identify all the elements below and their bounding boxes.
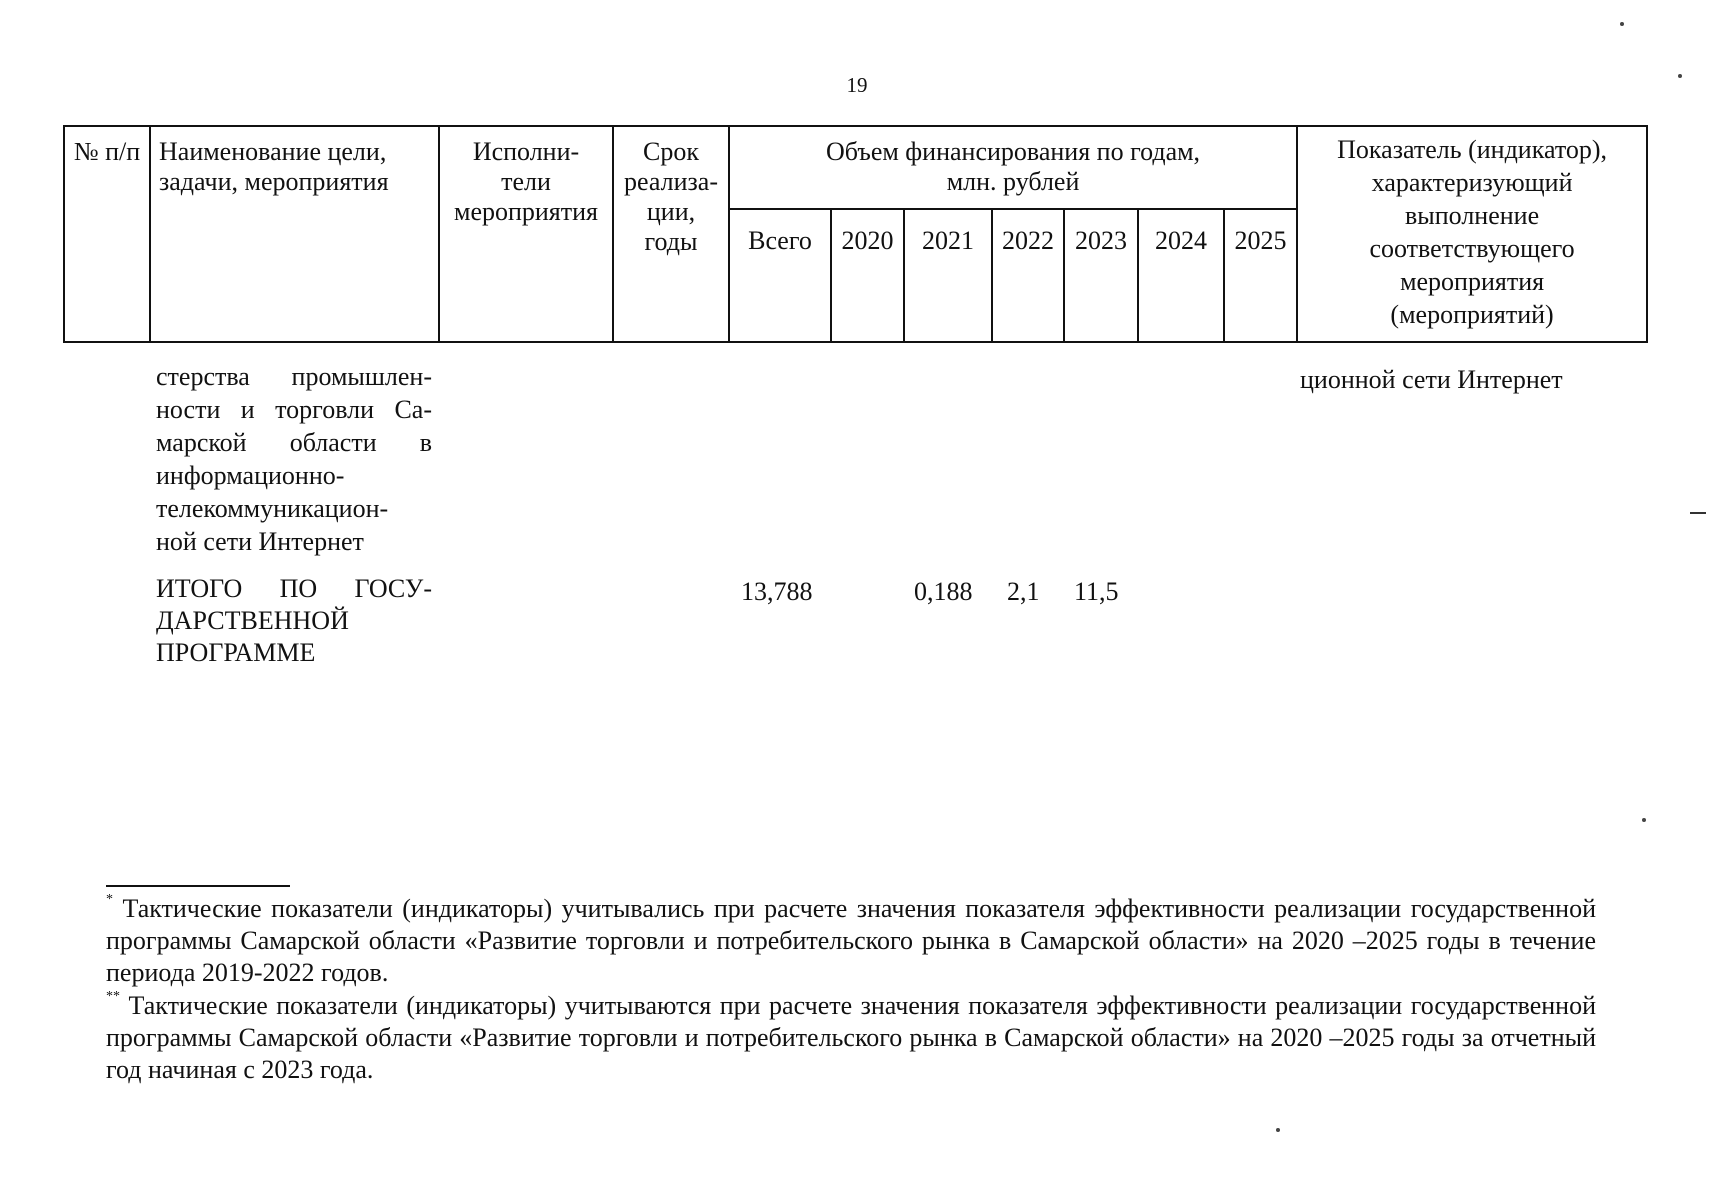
header-name: Наименование цели, задачи, мероприятия xyxy=(150,126,439,342)
header-year-2023: 2023 xyxy=(1064,209,1138,342)
header-year-2025: 2025 xyxy=(1224,209,1297,342)
total-2021: 0,188 xyxy=(914,577,973,606)
total-line: ДАРСТВЕННОЙ xyxy=(156,606,349,635)
page-number: 19 xyxy=(846,73,868,97)
continuation-name xyxy=(156,360,432,558)
footnote-separator xyxy=(106,885,290,887)
header-year-2020: 2020 xyxy=(831,209,904,342)
table-header xyxy=(63,125,1648,343)
scan-speck xyxy=(1642,818,1646,822)
scan-speck xyxy=(1678,74,1682,78)
continuation-line: информационно- xyxy=(156,461,345,490)
footnote-2 xyxy=(106,990,1596,1086)
footnote-text: Тактические показатели (индикаторы) учитываются при расчете значения показателя эффективности реализации государственной программы Самарской области «Развитие торговли и потребительского рынка в Самарской области» на 2020 –2025 годы за отчетный год начиная с 2023 года. xyxy=(106,991,1597,1084)
total-2022: 2,1 xyxy=(1007,577,1040,606)
footnote-text: Тактические показатели (индикаторы) учитывались при расчете значения показателя эффективности реализации государственной программы Самарской области «Развитие торговли и потребительского рынка в Самарской области» на 2020 –2025 годы в течение периода 2019-2022 годов. xyxy=(106,894,1596,987)
total-name xyxy=(156,573,432,669)
header-year-2022: 2022 xyxy=(992,209,1064,342)
continuation-line: стерства промышлен- xyxy=(156,362,432,391)
header-indicator: Показатель (индикатор), характеризующий выполнение соответствующего мероприятия (мероприятий) xyxy=(1297,126,1647,342)
continuation-line: ности и торговли Са- xyxy=(156,395,432,424)
header-funding: Объем финансирования по годам, млн. рублей xyxy=(729,126,1297,209)
footnote-1 xyxy=(106,893,1596,989)
footnote-mark: ** xyxy=(106,989,120,1004)
continuation-line: марской области в xyxy=(156,428,432,457)
scan-speck xyxy=(1276,1128,1280,1132)
total-line: ПРОГРАММЕ xyxy=(156,638,316,667)
header-num: № п/п xyxy=(64,126,150,342)
continuation-line: телекоммуникацион- xyxy=(156,494,389,523)
continuation-line: ной сети Интернет xyxy=(156,527,364,556)
scan-speck xyxy=(1620,22,1624,26)
header-term: Срок реализа- ции, годы xyxy=(613,126,729,342)
total-2023: 11,5 xyxy=(1074,577,1119,606)
header-year-2024: 2024 xyxy=(1138,209,1224,342)
header-executors: Исполни- тели мероприятия xyxy=(439,126,613,342)
footnote-mark: * xyxy=(106,892,113,907)
total-line: ИТОГО ПО ГОСУ- xyxy=(156,574,432,603)
total-sum: 13,788 xyxy=(741,577,813,606)
header-year-2021: 2021 xyxy=(904,209,992,342)
continuation-indicator: ционной сети Интернет xyxy=(1300,365,1563,394)
header-total: Всего xyxy=(729,209,831,342)
scan-mark xyxy=(1690,512,1706,514)
